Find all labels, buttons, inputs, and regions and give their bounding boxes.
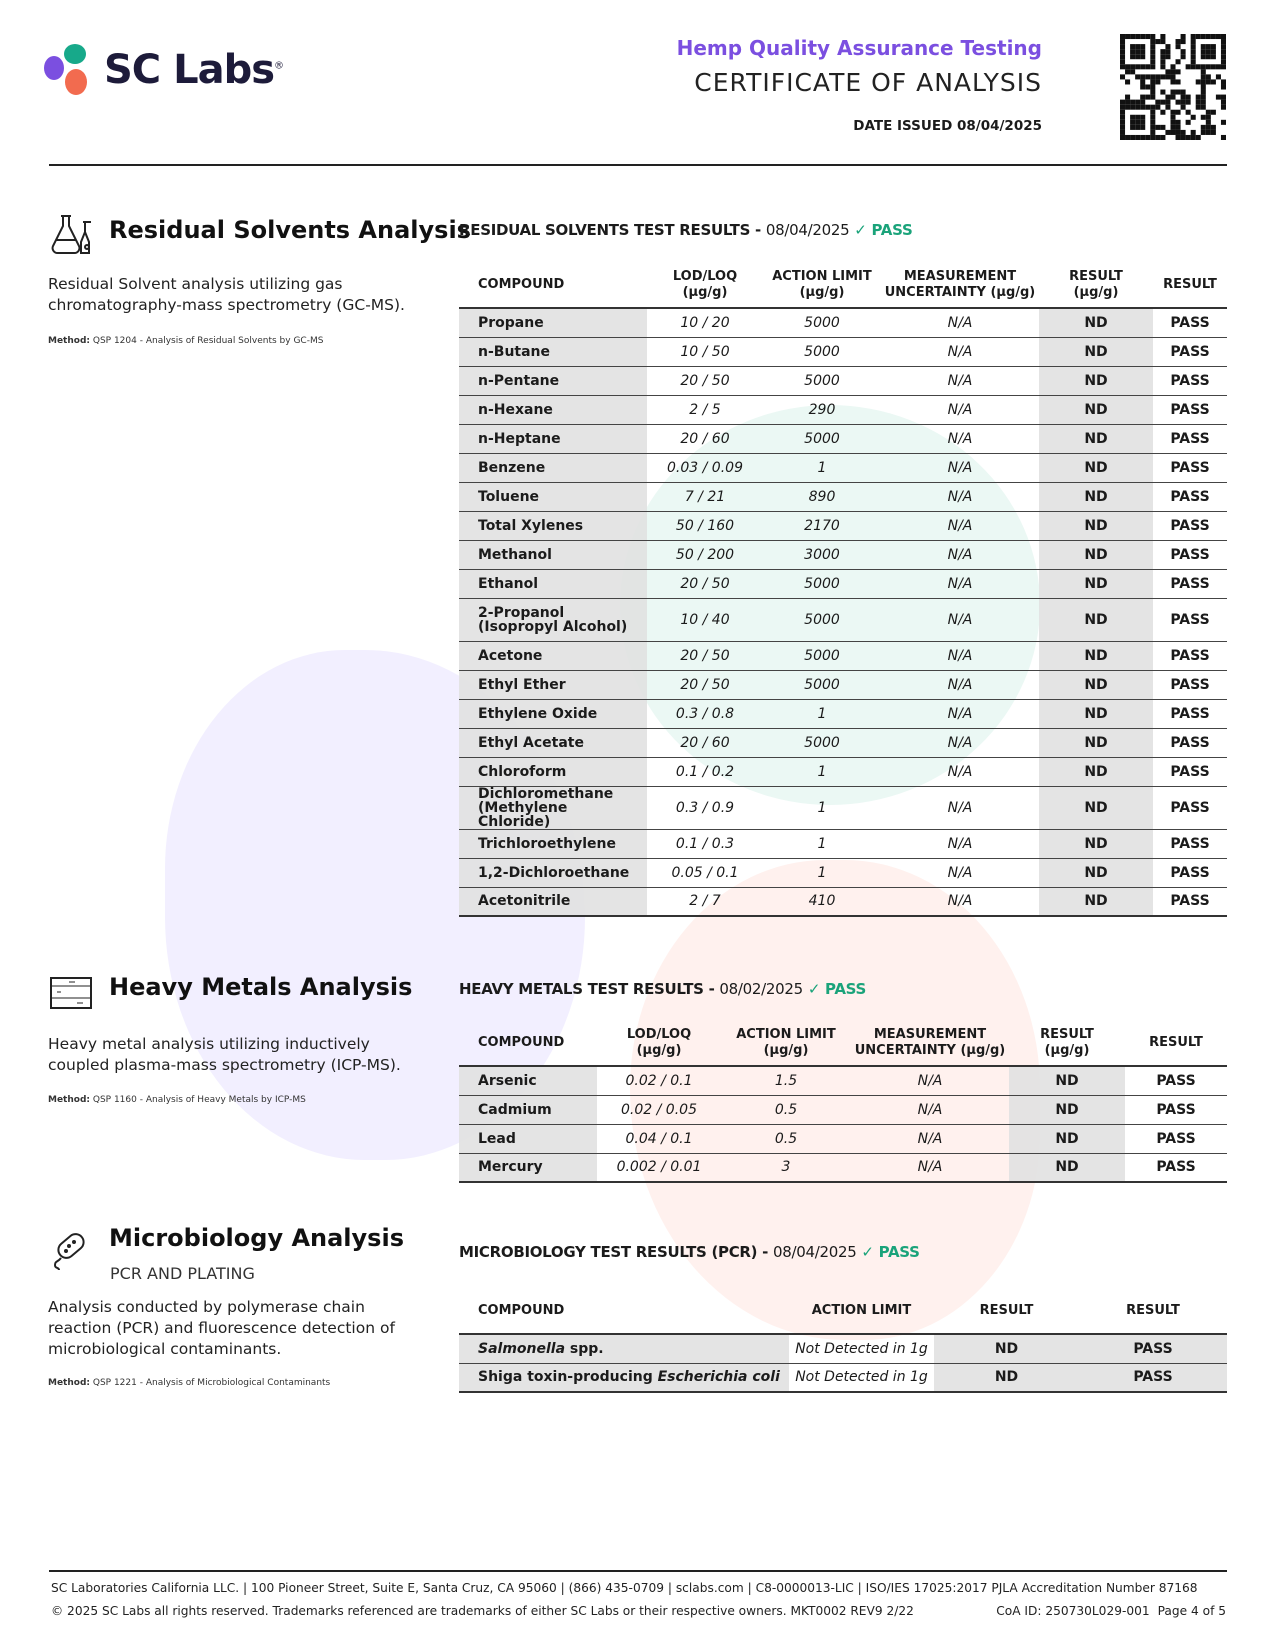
table-row <box>459 1066 1227 1095</box>
cell-value: N/A <box>881 598 1039 641</box>
cell-value: 0.3 / 0.9 <box>647 786 763 829</box>
cell-value: 10 / 40 <box>647 598 763 641</box>
cell-value: ND <box>1039 728 1153 757</box>
cell-value: PASS <box>1153 757 1227 786</box>
cell-value: Not Detected in 1g <box>789 1363 934 1392</box>
table-row <box>459 829 1227 858</box>
cell-value: N/A <box>881 887 1039 916</box>
column-header: MEASUREMENT UNCERTAINTY (µg/g) <box>881 262 1039 308</box>
header-divider <box>49 164 1227 166</box>
table-row <box>459 858 1227 887</box>
table-row <box>459 728 1227 757</box>
cell-value: 20 / 50 <box>647 670 763 699</box>
cell-value: N/A <box>881 699 1039 728</box>
cell-value: 3 <box>721 1153 851 1182</box>
cell-value: PASS <box>1079 1363 1227 1392</box>
check-circle-icon: ✓ <box>807 980 821 998</box>
cell-value: 5000 <box>763 308 881 337</box>
cell-compound: Shiga toxin-producing Escherichia coli <box>459 1363 789 1392</box>
cell-compound: 2-Propanol (Isopropyl Alcohol) <box>459 598 647 641</box>
cell-value: PASS <box>1153 569 1227 598</box>
table-header <box>459 262 1227 308</box>
cell-compound: Salmonella spp. <box>459 1334 789 1363</box>
cell-value: ND <box>1039 540 1153 569</box>
cell-value: PASS <box>1125 1095 1227 1124</box>
column-header: RESULT (µg/g) <box>1009 1020 1125 1066</box>
cell-compound: n-Hexane <box>459 395 647 424</box>
table-row <box>459 1124 1227 1153</box>
cell-value: N/A <box>881 569 1039 598</box>
column-header: LOD/LOQ (µg/g) <box>647 262 763 308</box>
table-row <box>459 641 1227 670</box>
footer-divider <box>49 1570 1227 1572</box>
cell-value: ND <box>1039 308 1153 337</box>
check-circle-icon: ✓ <box>854 221 867 239</box>
cell-value: N/A <box>881 308 1039 337</box>
micro-subtitle: PCR AND PLATING <box>110 1264 255 1283</box>
cell-value: ND <box>1039 757 1153 786</box>
micro-results-table <box>459 1288 1227 1393</box>
cell-value: PASS <box>1153 395 1227 424</box>
table-header <box>459 1020 1227 1066</box>
cell-value: PASS <box>1153 453 1227 482</box>
date-issued: DATE ISSUED 08/04/2025 <box>853 118 1042 134</box>
cell-value: N/A <box>881 482 1039 511</box>
cell-compound: Toluene <box>459 482 647 511</box>
cell-value: ND <box>1009 1095 1125 1124</box>
cell-value: 0.02 / 0.05 <box>597 1095 721 1124</box>
cell-value: ND <box>934 1334 1079 1363</box>
table-row <box>459 887 1227 916</box>
cell-value: PASS <box>1153 308 1227 337</box>
cell-value: 410 <box>763 887 881 916</box>
cell-value: N/A <box>851 1066 1009 1095</box>
cell-value: ND <box>1039 453 1153 482</box>
cell-value: PASS <box>1153 786 1227 829</box>
table-row <box>459 337 1227 366</box>
check-circle-icon: ✓ <box>861 1243 874 1261</box>
micro-section-title: Microbiology Analysis <box>109 1224 404 1252</box>
logo-mark-icon <box>42 42 98 98</box>
cell-compound: 1,2-Dichloroethane <box>459 858 647 887</box>
cell-compound: Chloroform <box>459 757 647 786</box>
cell-value: ND <box>1039 887 1153 916</box>
cell-compound: Ethyl Acetate <box>459 728 647 757</box>
cell-value: N/A <box>881 366 1039 395</box>
cell-value: 0.002 / 0.01 <box>597 1153 721 1182</box>
cell-value: N/A <box>881 858 1039 887</box>
cell-value: 0.1 / 0.2 <box>647 757 763 786</box>
table-row <box>459 453 1227 482</box>
cell-compound: Mercury <box>459 1153 597 1182</box>
cell-compound: Methanol <box>459 540 647 569</box>
metals-results-table <box>459 1020 1227 1183</box>
cell-value: 5000 <box>763 641 881 670</box>
cell-value: 0.5 <box>721 1095 851 1124</box>
logo <box>42 42 283 98</box>
cell-value: PASS <box>1153 337 1227 366</box>
cell-value: N/A <box>881 786 1039 829</box>
coa-id: CoA ID: 250730L029-001 <box>996 1604 1150 1618</box>
cell-value: N/A <box>881 511 1039 540</box>
table-row <box>459 757 1227 786</box>
table-row <box>459 670 1227 699</box>
cell-value: ND <box>1039 641 1153 670</box>
cell-value: N/A <box>881 337 1039 366</box>
cell-value: N/A <box>851 1095 1009 1124</box>
cell-compound: Lead <box>459 1124 597 1153</box>
cell-value: ND <box>1009 1153 1125 1182</box>
micro-description: Analysis conducted by polymerase chain reaction (PCR) and fluorescence detection of microbiological contaminants. <box>48 1298 395 1358</box>
cell-value: N/A <box>881 641 1039 670</box>
cell-value: 20 / 60 <box>647 424 763 453</box>
column-header: RESULT <box>934 1288 1079 1334</box>
metals-description: Heavy metal analysis utilizing inductively coupled plasma-mass spectrometry (ICP-MS). <box>48 1035 401 1074</box>
cell-value: ND <box>1009 1066 1125 1095</box>
cell-value: PASS <box>1153 641 1227 670</box>
cell-value: N/A <box>881 829 1039 858</box>
cell-value: 2 / 5 <box>647 395 763 424</box>
metals-section-title: Heavy Metals Analysis <box>109 973 413 1001</box>
column-header: ACTION LIMIT <box>789 1288 934 1334</box>
cell-value: 20 / 50 <box>647 641 763 670</box>
cell-value: 5000 <box>763 569 881 598</box>
header-title: CERTIFICATE OF ANALYSIS <box>694 68 1042 97</box>
table-row <box>459 540 1227 569</box>
table-row <box>459 395 1227 424</box>
table-row <box>459 424 1227 453</box>
cell-value: 5000 <box>763 670 881 699</box>
residual-results-title: RESIDUAL SOLVENTS TEST RESULTS - 08/04/2025 ✓ PASS <box>459 221 913 239</box>
cell-value: ND <box>934 1363 1079 1392</box>
cell-value: 2170 <box>763 511 881 540</box>
cell-value: 290 <box>763 395 881 424</box>
cell-value: N/A <box>881 395 1039 424</box>
cell-value: 5000 <box>763 728 881 757</box>
table-header <box>459 1288 1227 1334</box>
cell-value: PASS <box>1153 670 1227 699</box>
cell-value: 0.1 / 0.3 <box>647 829 763 858</box>
cell-compound: Acetone <box>459 641 647 670</box>
cell-compound: Benzene <box>459 453 647 482</box>
column-header: RESULT <box>1079 1288 1227 1334</box>
table-row <box>459 598 1227 641</box>
cell-value: PASS <box>1125 1153 1227 1182</box>
column-header: ACTION LIMIT (µg/g) <box>721 1020 851 1066</box>
footer-address: SC Laboratories California LLC. | 100 Pioneer Street, Suite E, Santa Cruz, CA 95060 | (866) 435-0709 | sclabs.com | C8-0000013-LIC | ISO/IES 17025:2017 PJLA Accreditation Number 87168 <box>51 1581 1198 1595</box>
table-row <box>459 699 1227 728</box>
cell-value: PASS <box>1153 482 1227 511</box>
table-row <box>459 1363 1227 1392</box>
cell-value: 50 / 160 <box>647 511 763 540</box>
cell-compound: Propane <box>459 308 647 337</box>
micro-method: Method: QSP 1221 - Analysis of Microbiological Contaminants <box>48 1378 331 1388</box>
residual-method: Method: QSP 1204 - Analysis of Residual Solvents by GC-MS <box>48 336 324 346</box>
table-row <box>459 1334 1227 1363</box>
cell-compound: Dichloromethane (Methylene Chloride) <box>459 786 647 829</box>
cell-value: ND <box>1039 395 1153 424</box>
footer-copyright: © 2025 SC Labs all rights reserved. Trademarks referenced are trademarks of either SC Labs or their respective owners. MKT0002 REV9 2/22 <box>51 1604 914 1618</box>
cell-value: ND <box>1039 670 1153 699</box>
cell-value: N/A <box>881 757 1039 786</box>
table-row <box>459 366 1227 395</box>
cell-value: ND <box>1039 337 1153 366</box>
table-row <box>459 482 1227 511</box>
cell-value: 0.03 / 0.09 <box>647 453 763 482</box>
cell-value: N/A <box>851 1124 1009 1153</box>
column-header: COMPOUND <box>459 1288 789 1334</box>
cell-value: ND <box>1039 424 1153 453</box>
qr-code-icon[interactable] <box>1120 34 1226 140</box>
cell-value: 5000 <box>763 337 881 366</box>
cell-value: ND <box>1039 482 1153 511</box>
cell-value: 1.5 <box>721 1066 851 1095</box>
cell-value: ND <box>1039 511 1153 540</box>
cell-value: 1 <box>763 453 881 482</box>
residual-results-table <box>459 262 1227 917</box>
cell-value: 20 / 50 <box>647 366 763 395</box>
cell-value: 0.3 / 0.8 <box>647 699 763 728</box>
table-row <box>459 1095 1227 1124</box>
cell-value: N/A <box>881 424 1039 453</box>
table-row <box>459 308 1227 337</box>
flask-icon <box>49 212 97 256</box>
column-header: ACTION LIMIT (µg/g) <box>763 262 881 308</box>
cell-value: PASS <box>1153 511 1227 540</box>
cell-value: 20 / 60 <box>647 728 763 757</box>
bacteria-icon <box>49 1228 93 1272</box>
metals-method: Method: QSP 1160 - Analysis of Heavy Metals by ICP-MS <box>48 1095 306 1105</box>
cell-compound: Acetonitrile <box>459 887 647 916</box>
cell-value: PASS <box>1153 598 1227 641</box>
cell-value: 50 / 200 <box>647 540 763 569</box>
cell-value: 0.04 / 0.1 <box>597 1124 721 1153</box>
cell-value: 1 <box>763 786 881 829</box>
cell-compound: Total Xylenes <box>459 511 647 540</box>
cell-value: 7 / 21 <box>647 482 763 511</box>
cell-compound: n-Heptane <box>459 424 647 453</box>
cell-compound: Trichloroethylene <box>459 829 647 858</box>
cell-value: N/A <box>881 453 1039 482</box>
cell-value: Not Detected in 1g <box>789 1334 934 1363</box>
cell-compound: n-Pentane <box>459 366 647 395</box>
cell-compound: Ethyl Ether <box>459 670 647 699</box>
cell-value: 10 / 50 <box>647 337 763 366</box>
micro-results-title: MICROBIOLOGY TEST RESULTS (PCR) - 08/04/2025 ✓ PASS <box>459 1243 920 1261</box>
cell-value: 0.05 / 0.1 <box>647 858 763 887</box>
cell-value: PASS <box>1125 1124 1227 1153</box>
residual-section-title: Residual Solvents Analysis <box>109 216 471 244</box>
cell-value: 1 <box>763 757 881 786</box>
table-row <box>459 569 1227 598</box>
column-header: MEASUREMENT UNCERTAINTY (µg/g) <box>851 1020 1009 1066</box>
cell-value: ND <box>1039 786 1153 829</box>
cell-value: PASS <box>1153 858 1227 887</box>
cell-value: PASS <box>1125 1066 1227 1095</box>
cell-compound: n-Butane <box>459 337 647 366</box>
header-subtitle: Hemp Quality Assurance Testing <box>676 36 1042 60</box>
column-header: RESULT (µg/g) <box>1039 262 1153 308</box>
cell-value: N/A <box>851 1153 1009 1182</box>
cell-value: 5000 <box>763 598 881 641</box>
cell-value: N/A <box>881 670 1039 699</box>
cell-compound: Arsenic <box>459 1066 597 1095</box>
metals-results-title: HEAVY METALS TEST RESULTS - 08/02/2025 ✓ PASS <box>459 980 867 998</box>
cell-compound: Cadmium <box>459 1095 597 1124</box>
cell-value: 1 <box>763 699 881 728</box>
cell-value: ND <box>1009 1124 1125 1153</box>
cell-value: ND <box>1039 829 1153 858</box>
cell-value: PASS <box>1079 1334 1227 1363</box>
cell-value: N/A <box>881 540 1039 569</box>
cell-value: 890 <box>763 482 881 511</box>
cell-value: 0.5 <box>721 1124 851 1153</box>
cell-value: 2 / 7 <box>647 887 763 916</box>
cell-value: 1 <box>763 858 881 887</box>
cell-compound: Ethylene Oxide <box>459 699 647 728</box>
table-row <box>459 1153 1227 1182</box>
column-header: COMPOUND <box>459 262 647 308</box>
cell-value: 3000 <box>763 540 881 569</box>
brand-name: SC Labs® <box>104 47 284 93</box>
cell-value: 1 <box>763 829 881 858</box>
cell-value: PASS <box>1153 728 1227 757</box>
cell-value: 10 / 20 <box>647 308 763 337</box>
cell-value: ND <box>1039 366 1153 395</box>
table-row <box>459 786 1227 829</box>
column-header: LOD/LOQ (µg/g) <box>597 1020 721 1066</box>
column-header: COMPOUND <box>459 1020 597 1066</box>
residual-description: Residual Solvent analysis utilizing gas chromatography-mass spectrometry (GC-MS). <box>48 275 405 314</box>
metal-bars-icon <box>49 976 93 1010</box>
cell-value: ND <box>1039 699 1153 728</box>
cell-value: ND <box>1039 598 1153 641</box>
cell-value: PASS <box>1153 829 1227 858</box>
cell-value: PASS <box>1153 540 1227 569</box>
cell-value: N/A <box>881 728 1039 757</box>
cell-value: PASS <box>1153 887 1227 916</box>
page-number: Page 4 of 5 <box>1157 1604 1226 1618</box>
cell-value: PASS <box>1153 366 1227 395</box>
cell-value: PASS <box>1153 424 1227 453</box>
cell-value: ND <box>1039 858 1153 887</box>
cell-value: 5000 <box>763 424 881 453</box>
cell-compound: Ethanol <box>459 569 647 598</box>
cell-value: PASS <box>1153 699 1227 728</box>
cell-value: 20 / 50 <box>647 569 763 598</box>
table-row <box>459 511 1227 540</box>
cell-value: 0.02 / 0.1 <box>597 1066 721 1095</box>
column-header: RESULT <box>1153 262 1227 308</box>
column-header: RESULT <box>1125 1020 1227 1066</box>
cell-value: 5000 <box>763 366 881 395</box>
cell-value: ND <box>1039 569 1153 598</box>
footer-copyright-row <box>51 1604 1226 1618</box>
